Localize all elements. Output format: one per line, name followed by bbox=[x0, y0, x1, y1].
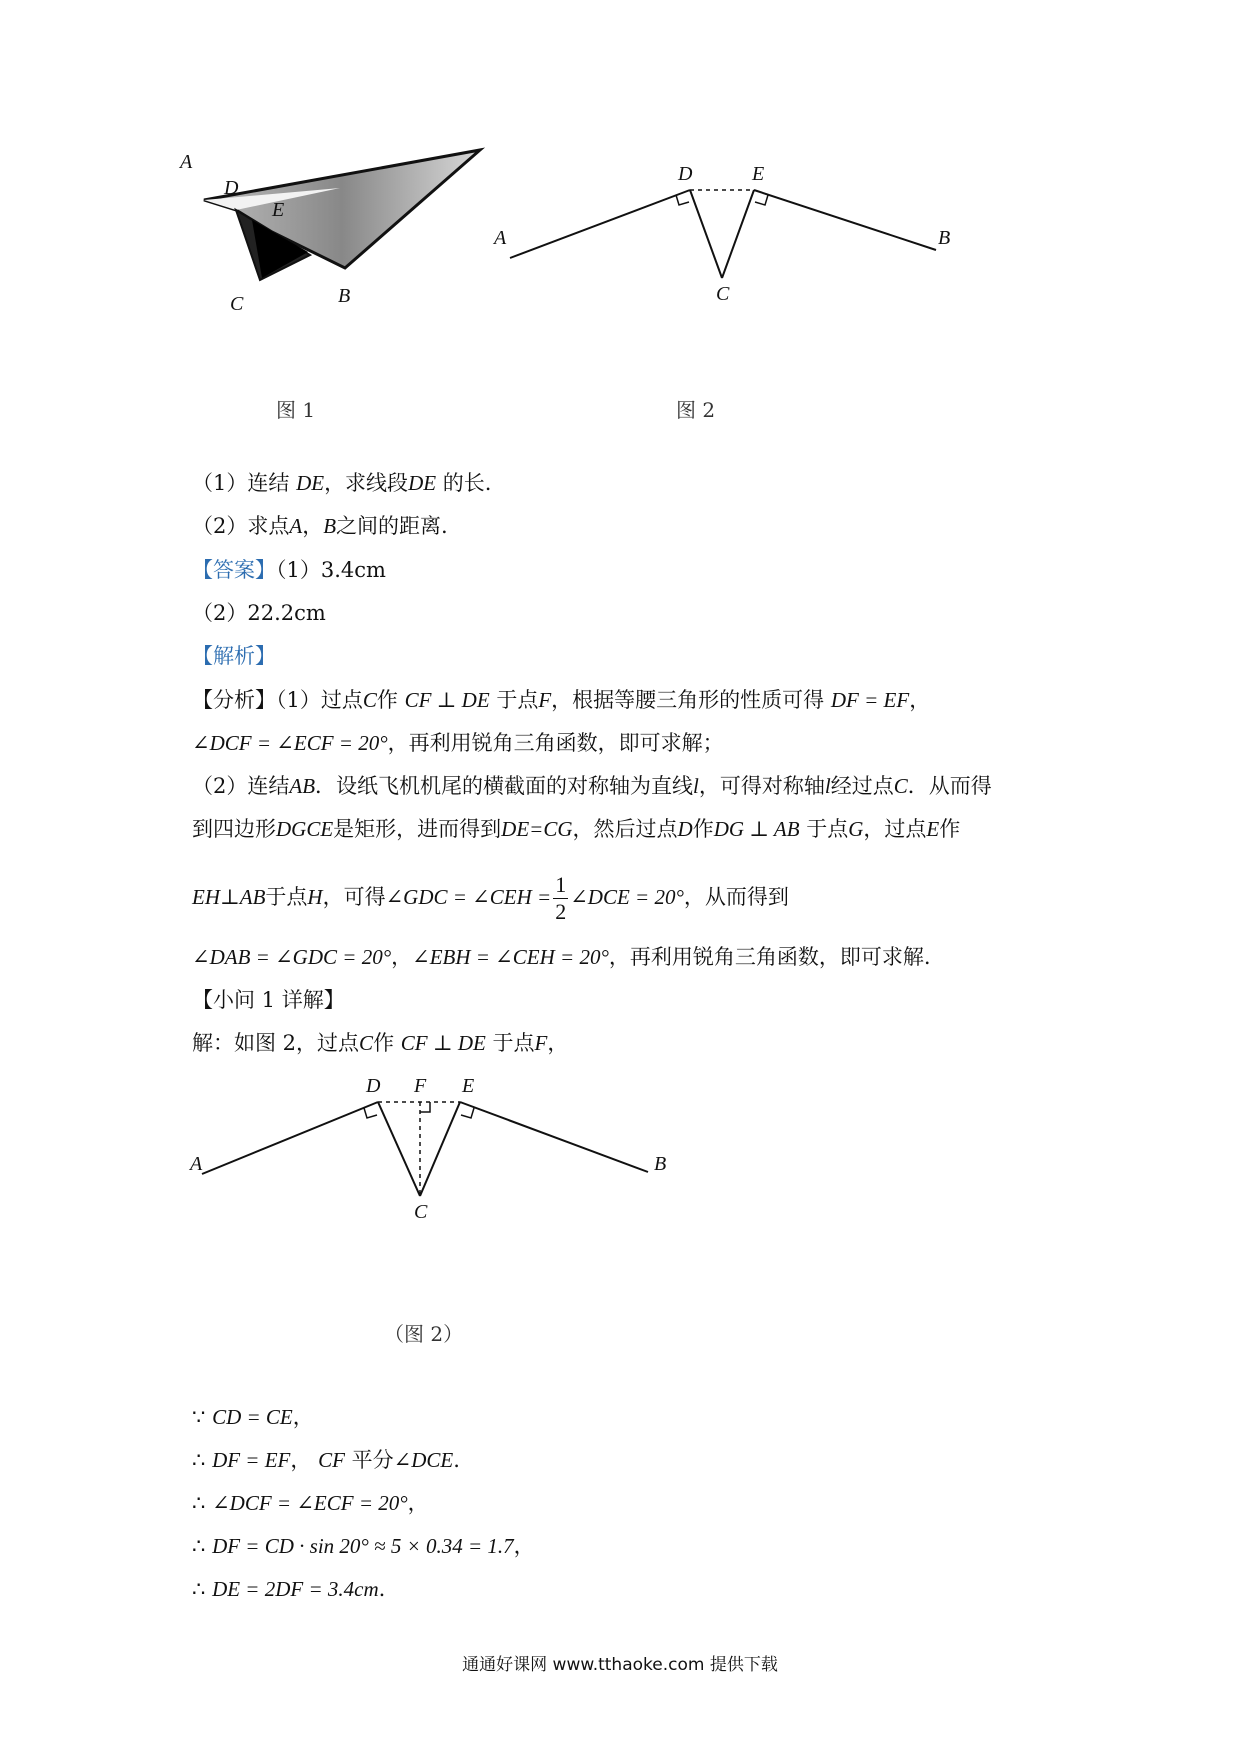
label-a: A bbox=[180, 151, 193, 173]
jiexi-tag: 【解析】 bbox=[192, 644, 276, 668]
label-d: D bbox=[224, 177, 239, 199]
label-c: C bbox=[414, 1201, 428, 1223]
step-1: ∵ CD = CE， bbox=[192, 1405, 314, 1429]
figure-2-caption: 图 2 bbox=[676, 398, 716, 422]
step-4: ∴ DF = CD · sin 20° ≈ 5 × 0.34 = 1.7， bbox=[192, 1534, 535, 1558]
answer-line-1: 【答案】（1）3.4cm bbox=[192, 558, 386, 582]
analysis-line-4: 到四边形DGCE是矩形，进而得到DE=CG，然后过点D作DG ⊥ AB 于点G，过点E作 bbox=[192, 817, 961, 841]
label-e: E bbox=[752, 163, 765, 185]
label-d: D bbox=[678, 163, 693, 185]
analysis-line-5: EH⊥AB于点H，可得∠GDC = ∠CEH = $\frac{1}{2}$ ∠DCE = 20°，从而得到 bbox=[192, 872, 789, 924]
label-e: E bbox=[462, 1075, 475, 1097]
label-b: B bbox=[938, 227, 951, 249]
label-b: B bbox=[654, 1153, 667, 1175]
step-2: ∴ DF = EF， CF 平分∠DCE. bbox=[192, 1448, 460, 1472]
step-5: ∴ DE = 2DF = 3.4cm. bbox=[192, 1577, 386, 1601]
figure-3-caption: （图 2） bbox=[384, 1322, 464, 1346]
detail-line-1: 解：如图 2，过点C作 CF ⊥ DE 于点F， bbox=[192, 1031, 569, 1055]
label-c: C bbox=[230, 293, 244, 315]
airplane-wing bbox=[204, 150, 480, 268]
figure-2-diagram bbox=[490, 150, 970, 320]
answer-line-2: （2）22.2cm bbox=[192, 601, 326, 625]
detail-tag: 【小问 1 详解】 bbox=[192, 988, 345, 1012]
fraction-one-half: $\frac{1}{2}$ bbox=[555, 872, 567, 924]
label-e: E bbox=[272, 199, 285, 221]
page-footer: 通通好课网 www.tthaoke.com 提供下载 bbox=[462, 1655, 778, 1675]
question-1: （1）连结 DE，求线段DE 的长. bbox=[192, 471, 492, 495]
label-a: A bbox=[494, 227, 507, 249]
analysis-line-6: ∠DAB = ∠GDC = 20°，∠EBH = ∠CEH = 20°，再利用锐角三角函数，即可求解. bbox=[192, 945, 931, 969]
figure-1-caption: 图 1 bbox=[276, 398, 316, 422]
figure-1-paper-airplane bbox=[180, 140, 500, 340]
analysis-line-1: 【分析】（1）过点C作 CF ⊥ DE 于点F，根据等腰三角形的性质可得 DF = EF， bbox=[192, 688, 931, 712]
answer-tag: 【答案】 bbox=[192, 558, 276, 582]
analysis-line-3: （2）连结AB．设纸飞机机尾的横截面的对称轴为直线l，可得对称轴l经过点C．从而得 bbox=[192, 774, 992, 798]
question-2: （2）求点A，B之间的距离. bbox=[192, 514, 448, 538]
label-b: B bbox=[338, 285, 351, 307]
label-a: A bbox=[190, 1153, 203, 1175]
label-c: C bbox=[716, 283, 730, 305]
step-3: ∴ ∠DCF = ∠ECF = 20°， bbox=[192, 1491, 429, 1515]
analysis-line-2: ∠DCF = ∠ECF = 20°，再利用锐角三角函数，即可求解； bbox=[192, 731, 724, 755]
figure-3-diagram bbox=[180, 1068, 700, 1228]
label-d: D bbox=[366, 1075, 381, 1097]
label-f: F bbox=[414, 1075, 427, 1097]
